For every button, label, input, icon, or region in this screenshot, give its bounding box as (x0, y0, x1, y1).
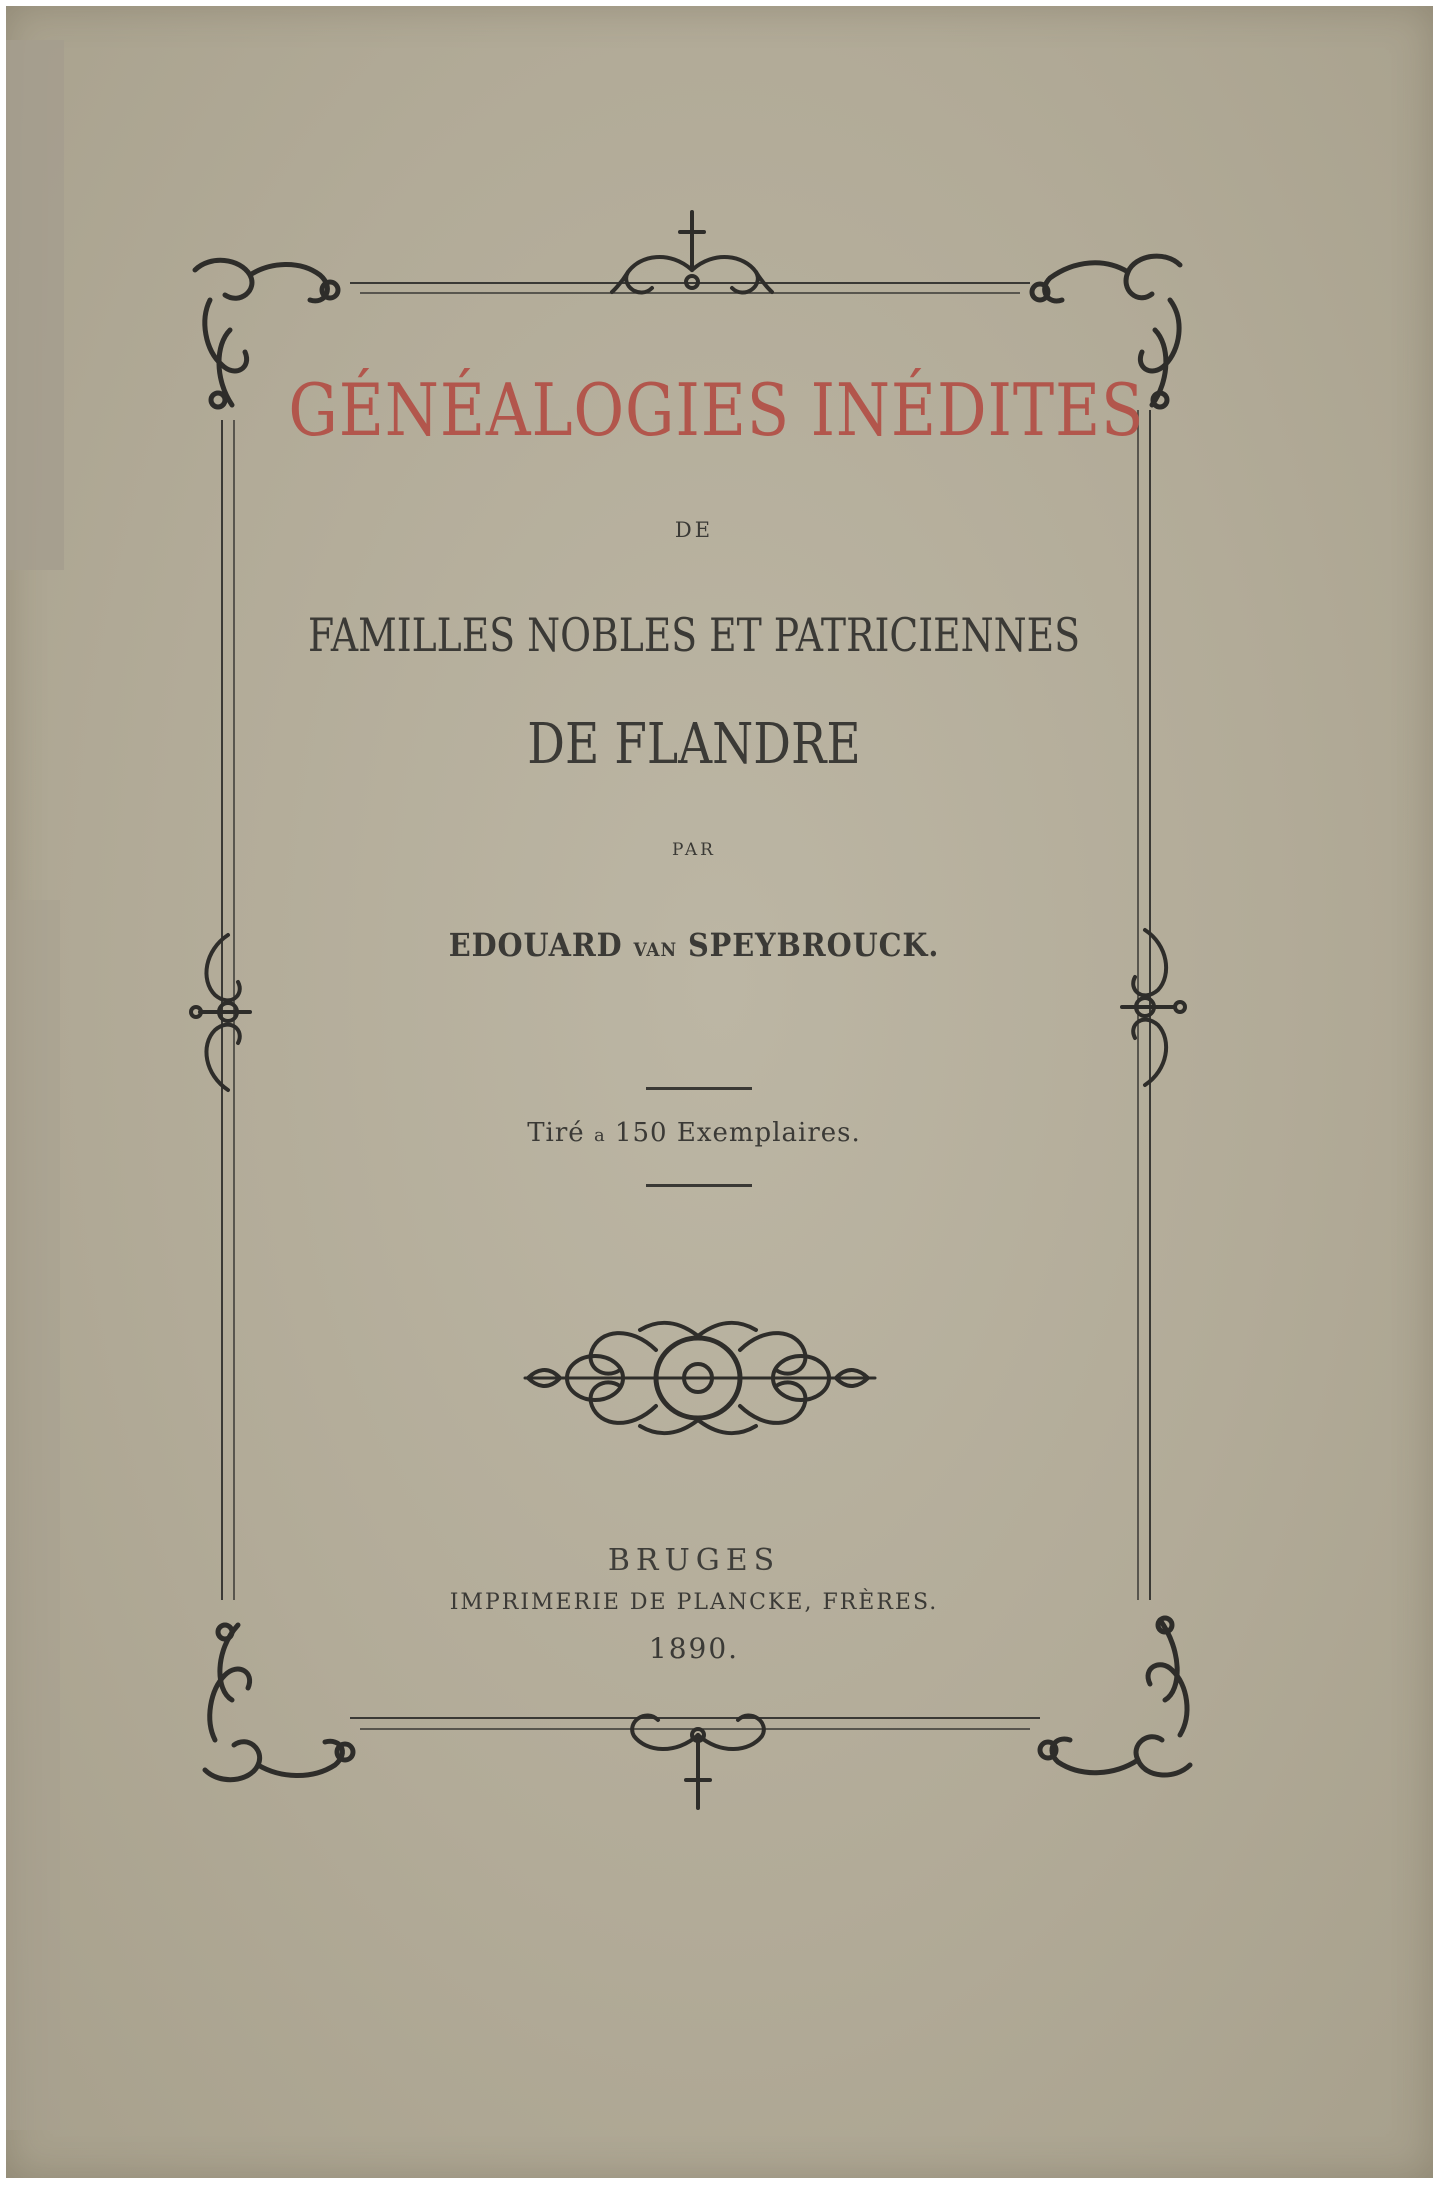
publisher-city: BRUGES (607, 1543, 781, 1578)
author-name (69, 926, 1318, 964)
author-first: EDOUARD (448, 926, 623, 964)
par-label: PAR (672, 840, 716, 860)
author-last: SPEYBROUCK. (687, 926, 940, 964)
tire-prefix: Tiré (527, 1118, 585, 1148)
central-vignette-icon (525, 1323, 875, 1433)
author-particle: VAN (633, 939, 678, 961)
title-container (0, 368, 1388, 452)
preposition-de: DE (674, 518, 714, 542)
tire-suffix: Exemplaires. (676, 1118, 861, 1148)
printer-name: IMPRIMERIE DE PLANCKE, FRÈRES. (449, 1590, 939, 1615)
subtitle-line-1: FAMILLES NOBLES ET PATRICIENNES (307, 608, 1081, 662)
print-run-note (0, 1118, 1388, 1148)
divider-rule-bottom (646, 1184, 752, 1187)
subtitle-line-2: DE FLANDRE (527, 712, 861, 777)
publication-year: 1890. (648, 1632, 740, 1665)
top-fleuron-icon (612, 212, 772, 293)
divider-rule-top (646, 1087, 752, 1090)
tire-count: 150 (614, 1118, 668, 1148)
page-title: GÉNÉALOGIES INÉDITES (288, 368, 1145, 452)
tire-a: a (593, 1125, 606, 1146)
